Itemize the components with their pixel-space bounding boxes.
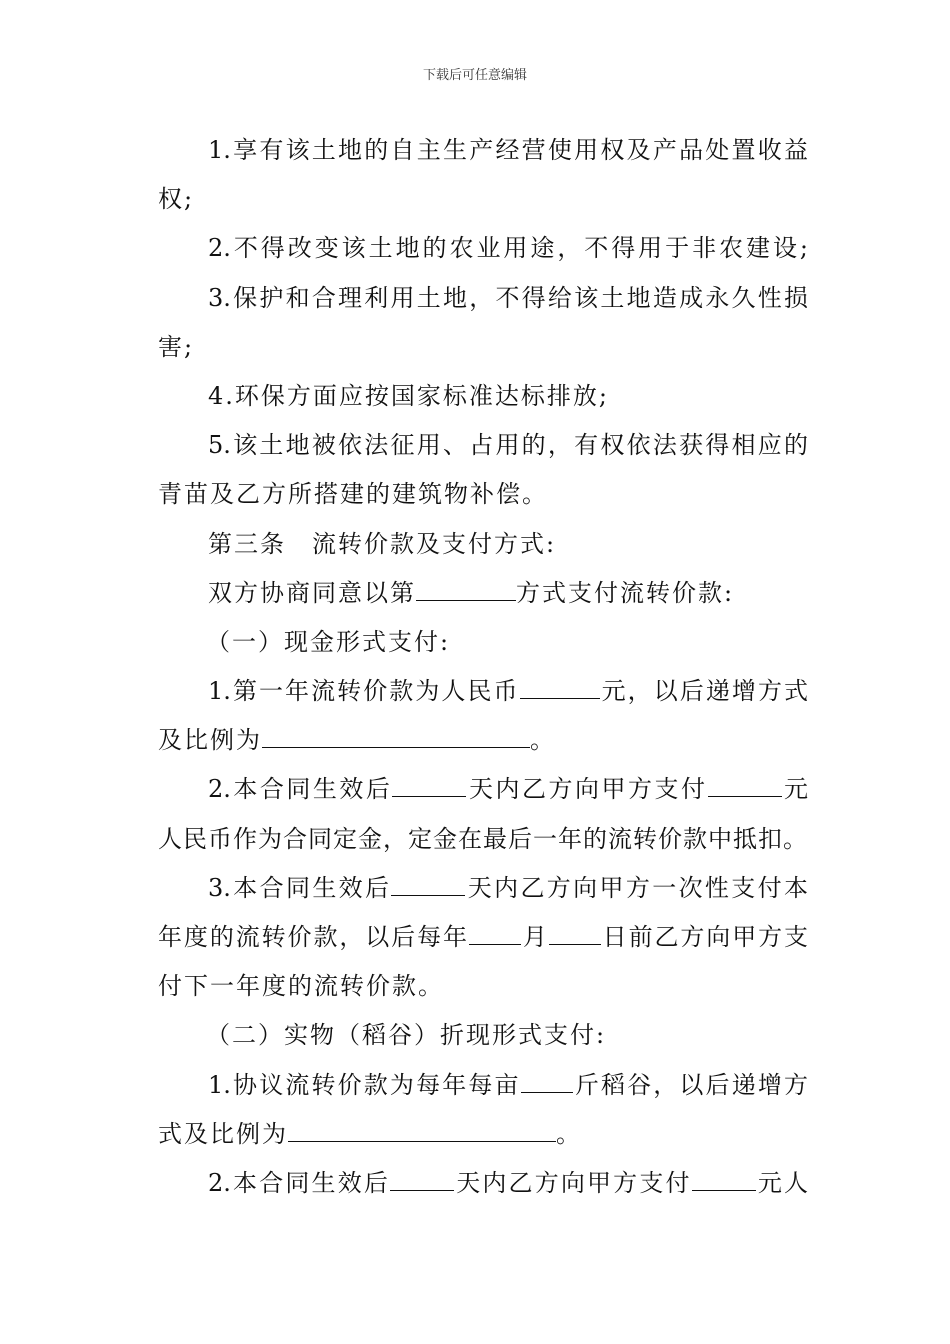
line-text: 日前乙方向甲方支 [600, 923, 809, 951]
line-text: 元 [781, 775, 809, 804]
line-text: 式及比例为 [158, 1119, 288, 1148]
line-text: 天内乙方向甲方支付 [454, 1168, 692, 1197]
paragraph-line: 3.保护和合理利用土地，不得给该土地造成永久性损 [208, 283, 808, 312]
paragraph-line: 害; [158, 332, 195, 361]
line-text: 2.本合同生效后 [208, 775, 393, 804]
fill-in-blank[interactable] [391, 877, 465, 896]
fill-in-blank[interactable] [549, 926, 601, 945]
paragraph-line [158, 913, 808, 962]
line-text: 斤稻谷，以后递增方 [572, 1070, 808, 1099]
paragraph-line [158, 864, 808, 913]
line-text: 天内乙方向甲方一次性支付本 [465, 873, 809, 902]
line-text: 元，以后递增方式 [599, 677, 808, 706]
paragraph-line [158, 765, 808, 814]
line-text: 及比例为 [158, 726, 262, 755]
fill-in-blank[interactable] [262, 729, 530, 748]
paragraph-line [158, 1061, 808, 1110]
line-text: 2.本合同生效后 [208, 1168, 391, 1197]
paragraph-line [158, 667, 808, 716]
paragraph-line: 人民币作为合同定金，定金在最后一年的流转价款中抵扣。 [158, 824, 808, 853]
paragraph-line: 2.不得改变该土地的农业用途，不得用于非农建设; [208, 234, 808, 263]
paragraph-line: 权; [158, 185, 195, 214]
line-text: 1.第一年流转价款为人民币 [208, 677, 520, 706]
subsection-heading: （二）实物（稻谷）折现形式支付: [206, 1021, 607, 1050]
fill-in-blank[interactable] [390, 1172, 454, 1191]
page-header-note: 下载后可任意编辑 [422, 68, 527, 83]
line-text: 。 [556, 1119, 582, 1148]
line-text: 双方协商同意以第 [208, 578, 416, 607]
paragraph-line: 青苗及乙方所搭建的建筑物补偿。 [158, 480, 548, 509]
fill-in-blank[interactable] [708, 778, 782, 797]
section-heading: 第三条 流转价款及支付方式: [208, 529, 557, 558]
paragraph-line: 1.享有该土地的自主生产经营使用权及产品处置收益 [208, 136, 808, 164]
line-text: 方式支付流转价款: [516, 578, 735, 607]
paragraph-line: 5.该土地被依法征用、占用的，有权依法获得相应的 [208, 431, 808, 460]
paragraph-line [158, 1110, 808, 1159]
line-text: 3.本合同生效后 [208, 873, 392, 902]
fill-in-blank[interactable] [521, 1074, 573, 1093]
line-text: 1.协议流转价款为每年每亩 [208, 1070, 521, 1099]
line-text: 元人 [755, 1168, 809, 1197]
paragraph-line [158, 569, 808, 618]
subsection-heading: （一）现金形式支付: [206, 627, 451, 656]
document-body [158, 126, 808, 1208]
paragraph-line [158, 1159, 808, 1208]
line-text: 。 [530, 726, 556, 755]
paragraph-line: 付下一年度的流转价款。 [158, 972, 444, 1001]
paragraph-line: 4.环保方面应按国家标准达标排放; [208, 381, 609, 410]
line-text: 年度的流转价款，以后每年 [158, 923, 469, 951]
fill-in-blank[interactable] [416, 582, 516, 601]
fill-in-blank[interactable] [469, 926, 521, 945]
line-text: 月 [520, 923, 549, 951]
fill-in-blank[interactable] [288, 1123, 556, 1142]
paragraph-line [158, 716, 808, 765]
fill-in-blank[interactable] [392, 778, 466, 797]
fill-in-blank[interactable] [692, 1172, 756, 1191]
line-text: 天内乙方向甲方支付 [466, 775, 708, 804]
fill-in-blank[interactable] [520, 680, 600, 699]
